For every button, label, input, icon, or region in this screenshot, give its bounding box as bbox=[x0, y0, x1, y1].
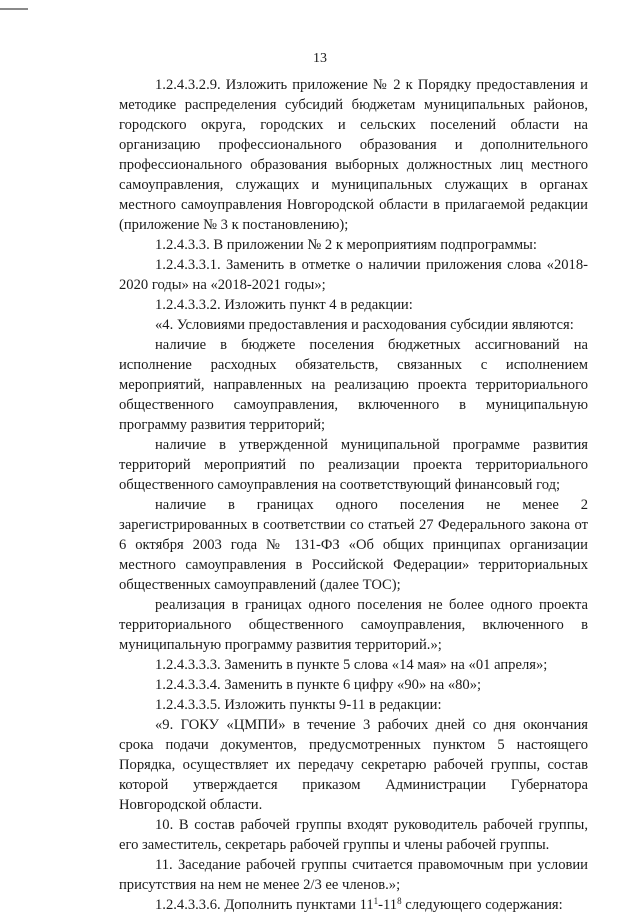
paragraph: 1.2.4.3.3. В приложении № 2 к мероприятиям подпрограммы: bbox=[155, 237, 537, 253]
paragraph: 1.2.4.3.3.4. Заменить в пункте 6 цифру «90» на «80»; bbox=[155, 677, 482, 693]
paragraph: 1.2.4.3.2.9. Изложить приложение № 2 к Порядку предоставления и методике распределения субсидий бюджетам муниципальных районов, городского округа, городских и сельских поселений области на организацию профессионального образования и дополнительного профессионального образования выборных должностных лиц местного самоуправления, служащих и муниципальных служащих в органах местного самоуправления Новгородской области в прилагаемой редакции (приложение № 3 к постановлению); bbox=[119, 77, 588, 233]
paragraph: наличие в бюджете поселения бюджетных ассигнований на исполнение расходных обязательств, связанных с исполнением мероприятий, направленных на реализацию проекта территориального общественного самоуправления, включенного в муниципальную программу развития территорий; bbox=[119, 337, 588, 433]
paragraph: 1.2.4.3.3.2. Изложить пункт 4 в редакции: bbox=[155, 297, 413, 313]
paragraph: 11. Заседание рабочей группы считается правомочным при условии присутствия на нем не менее 2/3 ее членов.»; bbox=[119, 857, 588, 893]
superscript-end: 8 bbox=[397, 896, 402, 906]
paragraph: «9. ГОКУ «ЦМПИ» в течение 3 рабочих дней со дня окончания срока подачи документов, предусмотренных пунктом 5 настоящего Порядка, осуществляет их передачу секретарю рабочей группы, состав которой утверждается приказом Администрации Губернатора Новгородской области. bbox=[119, 717, 588, 813]
paragraph: наличие в границах одного поселения не менее 2 зарегистрированных в соответствии со статьей 27 Федерального закона от 6 октября 2003 года № 131-ФЗ «Об общих принципах организации местного самоуправления в Российской Федерации» территориальных общественных самоуправлений (далее ТОС); bbox=[119, 497, 588, 593]
paragraph: реализация в границах одного поселения не более одного проекта территориального общественного самоуправления, включенного в муниципальную программу развития территорий.»; bbox=[119, 597, 588, 653]
final-text-range: -11 bbox=[378, 897, 398, 913]
final-paragraph bbox=[119, 895, 588, 915]
paragraph: 1.2.4.3.3.1. Заменить в отметке о наличии приложения слова «2018-2020 годы» на «2018-2021 годы»; bbox=[119, 257, 588, 293]
paragraph: 1.2.4.3.3.3. Заменить в пункте 5 слова «14 мая» на «01 апреля»; bbox=[155, 657, 548, 673]
paragraph: 10. В состав рабочей группы входят руководитель рабочей группы, его заместитель, секретарь рабочей группы и члены рабочей группы. bbox=[119, 817, 588, 853]
superscript-start: 1 bbox=[373, 896, 379, 906]
paragraph: 1.2.4.3.3.5. Изложить пункты 9-11 в редакции: bbox=[155, 697, 442, 713]
final-text-start: 1.2.4.3.3.6. Дополнить пунктами 11 bbox=[155, 897, 374, 913]
final-text-end: следующего содержания: bbox=[401, 897, 563, 913]
scan-mark bbox=[0, 8, 28, 10]
paragraph: «4. Условиями предоставления и расходования субсидии являются: bbox=[155, 317, 574, 333]
paragraph: наличие в утвержденной муниципальной программе развития территорий мероприятий по реализации проекта территориального общественного самоуправления на соответствующий финансовый год; bbox=[119, 437, 588, 493]
page-number: 13 bbox=[313, 51, 327, 66]
document-body bbox=[119, 75, 588, 915]
